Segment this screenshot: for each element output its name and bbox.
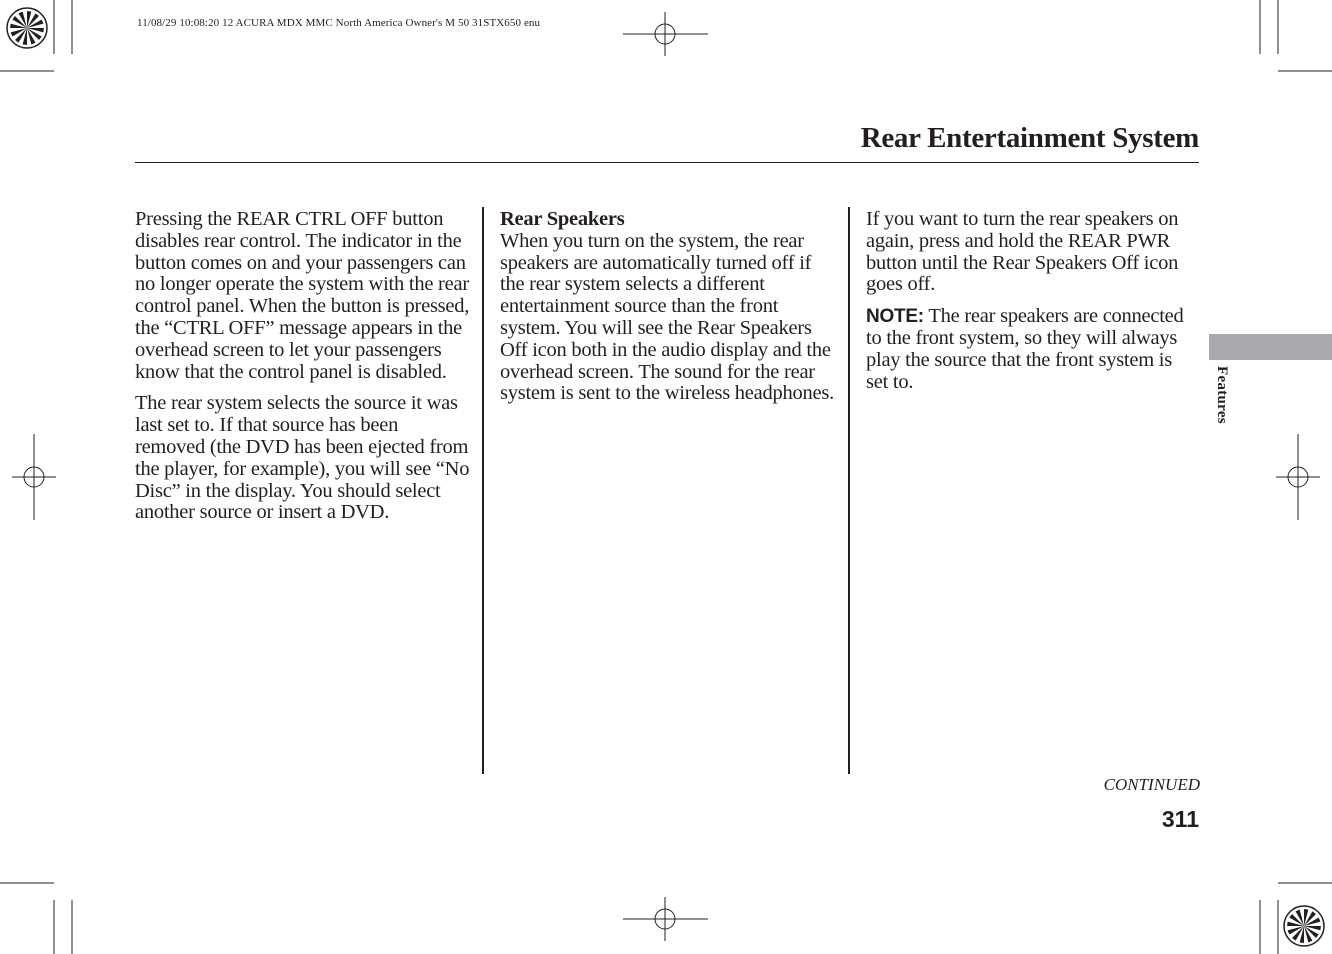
rear-speakers-heading: Rear Speakers [500, 208, 625, 230]
middle-column [500, 209, 834, 415]
paragraph-rear-ctrl-off: Pressing the REAR CTRL OFF button disables rear control. The indicator in the button comes on and your passengers can no longer operate the system with the rear control panel. When the button is pressed, the “CTRL OFF” message appears in the overhead screen to let your passengers know that the control panel is disabled. [135, 208, 470, 383]
column-divider [848, 207, 850, 774]
page-title: Rear Entertainment System [860, 122, 1199, 154]
paragraph-source-selection: The rear system selects the source it was last set to. If that source has been removed (the DVD has been ejected from the player, for example), you will see “No Disc” in the display. You should select another source or insert a DVD. [135, 392, 470, 524]
paragraph-rear-speakers: When you turn on the system, the rear speakers are automatically turned off if the rear system selects a different entertainment source than the front system. You will see the Rear Speakers Off icon both in the audio display and the overhead screen. The sound for the rear system is sent to the wireless headphones. [500, 229, 834, 405]
left-column [135, 209, 471, 534]
section-tab-label: Features [1214, 366, 1230, 424]
title-rule [135, 162, 1199, 163]
paragraph-rear-pwr: If you want to turn the rear speakers on again, press and hold the REAR PWR button until the Rear Speakers Off icon goes off. [866, 208, 1179, 296]
right-column [866, 209, 1196, 403]
note-paragraph [866, 306, 1196, 393]
section-tab [1209, 334, 1332, 360]
page-number: 311 [1161, 806, 1199, 832]
column-divider [482, 207, 484, 774]
continued-label: CONTINUED [1103, 775, 1200, 794]
print-header: 11/08/29 10:08:20 12 ACURA MDX MMC North America Owner's M 50 31STX650 enu [137, 17, 541, 29]
note-text: The rear speakers are connected to the front system, so they will always play the source that the front system is set to. [866, 305, 1184, 393]
note-label: NOTE: [866, 306, 924, 328]
